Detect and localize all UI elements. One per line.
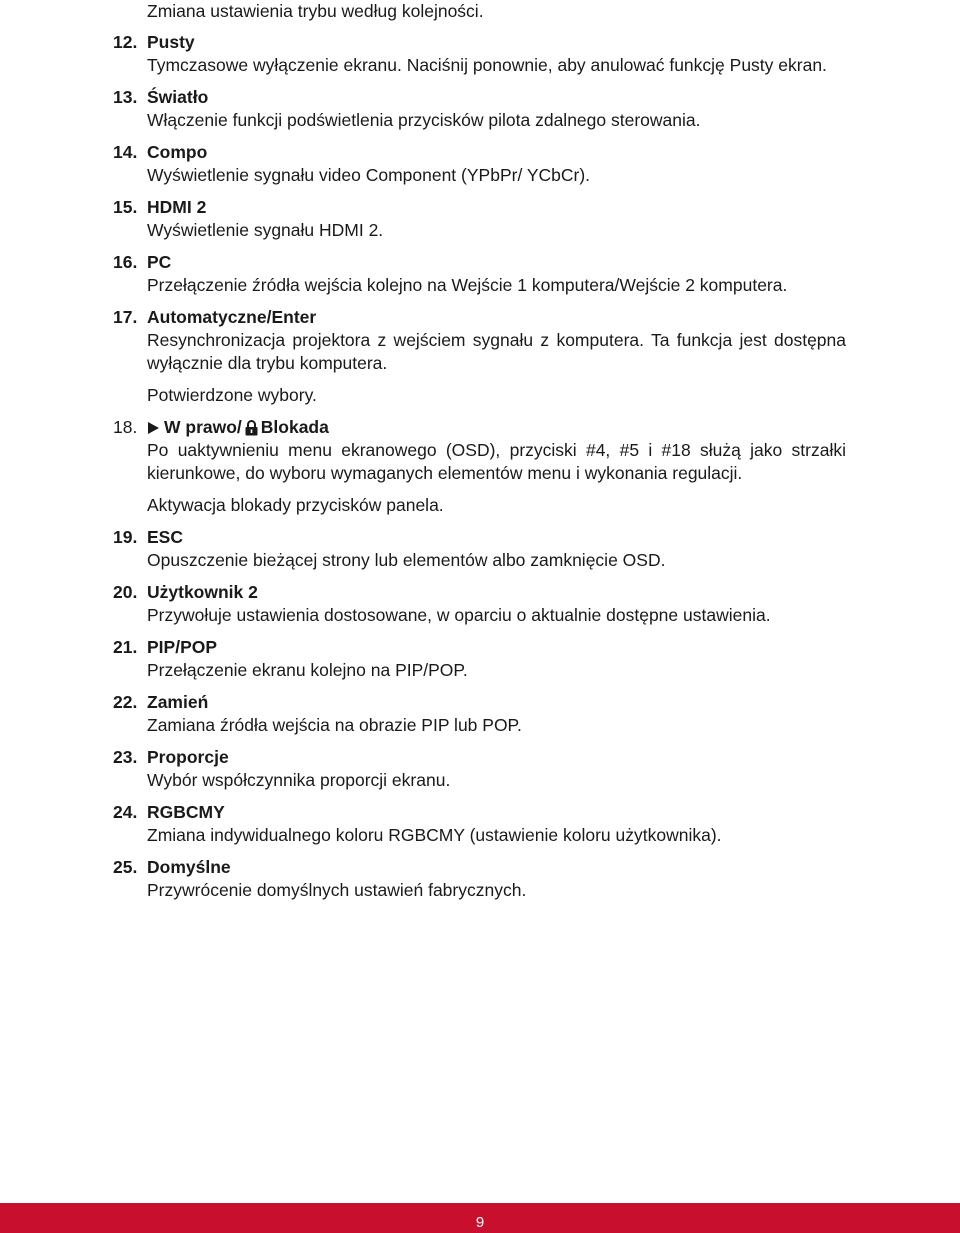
item-number: 18. [113,417,138,437]
item-title-part-a: W prawo/ [164,417,242,437]
list-item-25 [113,856,846,902]
list-item-23 [113,746,846,792]
item-number: 14. [113,142,138,162]
item-number: 13. [113,87,138,107]
item-number: 17. [113,307,138,327]
item-title: Domyślne [147,857,231,877]
list-item-13 [113,86,846,132]
list-item-19 [113,526,846,572]
item-title: Proporcje [147,747,229,767]
key-description-list [113,0,846,902]
item-description: Wyświetlenie sygnału HDMI 2. [147,220,384,240]
list-item-17 [113,306,846,407]
page-number: 9 [475,1214,485,1231]
item-title: PIP/POP [147,637,218,657]
item-number: 22. [113,692,138,712]
item-title: Światło [147,87,209,107]
item-title [147,416,846,439]
item-number: 15. [113,197,138,217]
item-title: Pusty [147,32,195,52]
item-title-part-b: Blokada [260,417,329,437]
item-number: 20. [113,582,138,602]
list-item-20 [113,581,846,627]
item-title: Automatyczne/Enter [147,307,317,327]
item-title: HDMI 2 [147,197,207,217]
play-triangle-icon [148,422,159,434]
list-item-24 [113,801,846,847]
item-description: Przełączenie ekranu kolejno na PIP/POP. [147,660,468,680]
item-description: Po uaktywnieniu menu ekranowego (OSD), przyciski #4, #5 i #18 służą jako strzałki kierunkowe, do wyboru wymaganych elementów menu i wykonania regulacji. [147,440,846,483]
item-description: Włączenie funkcji podświetlenia przycisków pilota zdalnego sterowania. [147,110,701,130]
item-description: Tymczasowe wyłączenie ekranu. Naciśnij ponownie, aby anulować funkcję Pusty ekran. [147,55,827,75]
intro-text: Zmiana ustawienia trybu według kolejności. [147,1,484,21]
list-item-15 [113,196,846,242]
item-description: Przełączenie źródła wejścia kolejno na Wejście 1 komputera/Wejście 2 komputera. [147,275,788,295]
list-item-22 [113,691,846,737]
item-title: RGBCMY [147,802,225,822]
item-title: Compo [147,142,208,162]
item-description: Zamiana źródła wejścia na obrazie PIP lub POP. [147,715,522,735]
item-description: Wybór współczynnika proporcji ekranu. [147,770,451,790]
item-title: Użytkownik 2 [147,582,258,602]
item-description: Zmiana indywidualnego koloru RGBCMY (ustawienie koloru użytkownika). [147,825,722,845]
item-number: 16. [113,252,138,272]
item-extra-note: Potwierdzone wybory. [147,385,317,405]
list-item-14 [113,141,846,187]
item-description: Przywołuje ustawienia dostosowane, w oparciu o aktualnie dostępne ustawienia. [147,605,771,625]
item-extra-note: Aktywacja blokady przycisków panela. [147,495,444,515]
item-number: 21. [113,637,138,657]
list-item-21 [113,636,846,682]
item-description: Opuszczenie bieżącej strony lub elementów albo zamknięcie OSD. [147,550,666,570]
item-description: Wyświetlenie sygnału video Component (YPbPr/ YCbCr). [147,165,591,185]
item-description: Resynchronizacja projektora z wejściem sygnału z komputera. Ta funkcja jest dostępna wyłącznie dla trybu komputera. [147,330,846,373]
item-number: 19. [113,527,138,547]
item-title: PC [147,252,172,272]
item-number: 12. [113,32,138,52]
item-description: Przywrócenie domyślnych ustawień fabrycznych. [147,880,527,900]
lock-icon [244,419,259,436]
list-item-18 [113,416,846,517]
item-number: 25. [113,857,138,877]
item-title: Zamień [147,692,209,712]
item-title: ESC [147,527,183,547]
item-number: 24. [113,802,138,822]
list-item-12 [113,31,846,77]
list-item-16 [113,251,846,297]
item-number: 23. [113,747,138,767]
